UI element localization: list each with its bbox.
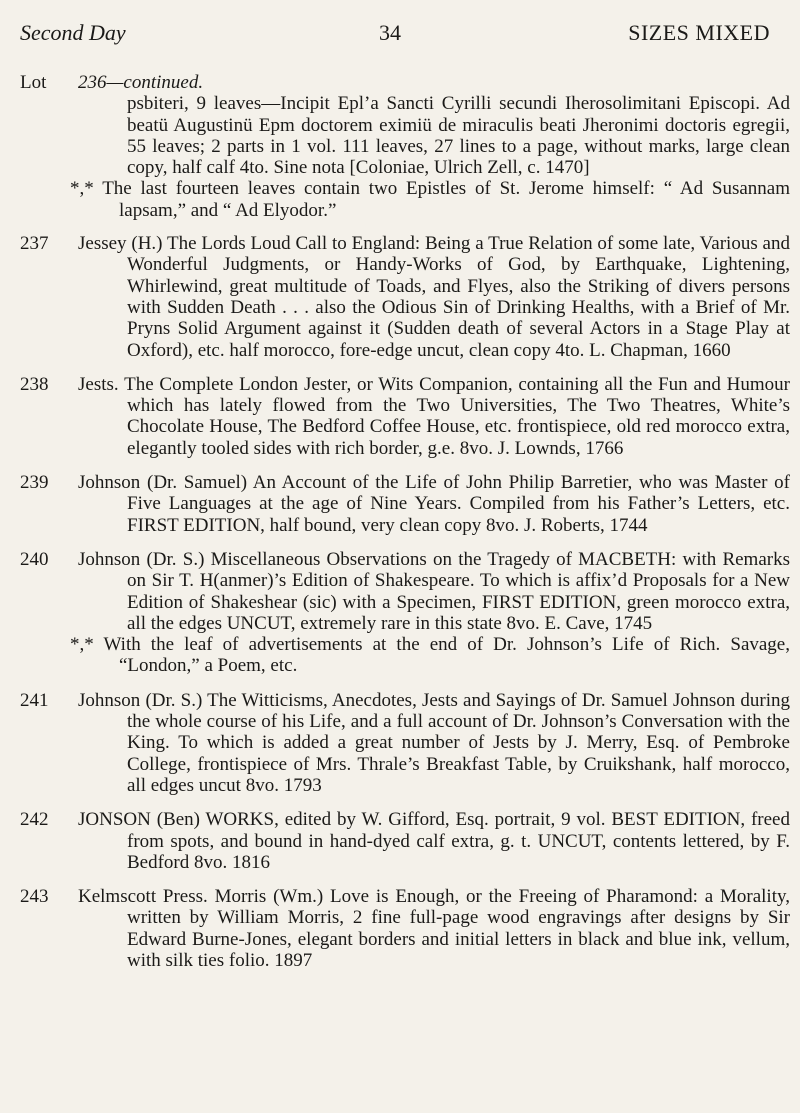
- lot-description: Jessey (H.) The Lords Loud Call to England: Being a True Relation of some late, Various and Wonderful Judgments, or Handy-Works of God, by Earthquake, Lightening, Whirlewind, great multitude of Toads, and Flyes, also the Striking of divers persons with Sudden Death . . . also the Odious Sin of Drinking Healths, with a Brief of Mr. Pryns Solid Argument against it (Sudden death of several Actors in a Stage Play at Oxford), etc. half morocco, fore-edge uncut, clean copy 4to. L. Chapman, 1660: [78, 233, 790, 361]
- lot-entry: [20, 549, 790, 677]
- lot-entry: [20, 233, 790, 361]
- lot-entry: [20, 72, 790, 221]
- lot-entry: [20, 809, 790, 873]
- lot-note: *,* With the leaf of advertisements at the end of Dr. Johnson’s Life of Rich. Savage, “London,” a Poem, etc.: [70, 634, 790, 677]
- lot-number: 238: [20, 373, 49, 395]
- lot-number: 240: [20, 548, 49, 570]
- lot-entry: [20, 690, 790, 796]
- lot-entry: [20, 472, 790, 536]
- lot-number: 239: [20, 472, 49, 494]
- lot-number: 242: [20, 809, 49, 831]
- lot-continued-heading: 236—continued.: [78, 72, 204, 93]
- lot-entry: [20, 886, 790, 971]
- lot-list: [20, 72, 790, 984]
- header-right: SIZES MIXED: [628, 20, 770, 45]
- page-number: 34: [379, 20, 401, 45]
- lot-number: 241: [20, 689, 49, 711]
- lot-description: Kelmscott Press. Morris (Wm.) Love is Enough, or the Freeing of Pharamond: a Morality, written by William Morris, 2 fine full-page wood engravings after designs by Sir Edward Burne-Jones, elegant borders and initial letters in black and blue ink, vellum, with silk ties folio. 1897: [78, 886, 790, 971]
- lot-note: *,* The last fourteen leaves contain two Epistles of St. Jerome himself: “ Ad Susannam lapsam,” and “ Ad Elyodor.”: [70, 178, 790, 221]
- lot-text: [78, 72, 790, 178]
- lot-number: 237: [20, 233, 49, 255]
- lot-description: Johnson (Dr. S.) The Witticisms, Anecdotes, Jests and Sayings of Dr. Samuel Johnson during the whole course of his Life, and a full account of Dr. Johnson’s Conversation with the King. To which is added a great number of Jests by J. Merry, Esq. of Pembroke College, frontispiece of Mrs. Thrale’s Breakfast Table, by Cruikshank, half morocco, all edges uncut 8vo. 1793: [78, 689, 790, 796]
- header-left: Second Day: [20, 20, 126, 45]
- lot-label: Lot: [20, 72, 47, 93]
- lot-entry: [20, 374, 790, 459]
- lot-description: JONSON (Ben) WORKS, edited by W. Gifford, Esq. portrait, 9 vol. BEST EDITION, freed from spots, and bound in hand-dyed calf extra, g. t. UNCUT, contents lettered, by F. Bedford 8vo. 1816: [78, 809, 790, 873]
- running-head: [0, 20, 800, 50]
- lot-number: 243: [20, 886, 49, 908]
- lot-description: Jests. The Complete London Jester, or Wits Companion, containing all the Fun and Humour which has lately flowed from the Two Universities, The Two Theatres, White’s Chocolate House, The Bedford Coffee House, etc. frontispiece, old red morocco extra, elegantly tooled sides with rich border, g.e. 8vo. J. Lownds, 1766: [78, 373, 790, 459]
- lot-description: psbiteri, 9 leaves—Incipit Epl’a Sancti Cyrilli secundi Iherosolimitani Episcopi. Ad beatü Augustinü Epm doctorem eximiü de miraculis beati Jheronimi doctoris egregii, 55 leaves; 2 parts in 1 vol. 111 leaves, 27 lines to a page, without marks, large clean copy, half calf 4to. Sine nota [Coloniae, Ulrich Zell, c. 1470]: [127, 93, 790, 179]
- lot-description: Johnson (Dr. Samuel) An Account of the Life of John Philip Barretier, who was Master of Five Languages at the age of Nine Years. Compiled from his Father’s Letters, etc. FIRST EDITION, half bound, very clean copy 8vo. J. Roberts, 1744: [78, 472, 790, 536]
- lot-description: Johnson (Dr. S.) Miscellaneous Observations on the Tragedy of MACBETH: with Remarks on Sir T. H(anmer)’s Edition of Shakespeare. To which is affix’d Proposals for a New Edition of Shakeshear (sic) with a Specimen, FIRST EDITION, green morocco extra, all the edges UNCUT, extremely rare in this state 8vo. E. Cave, 1745: [78, 548, 790, 634]
